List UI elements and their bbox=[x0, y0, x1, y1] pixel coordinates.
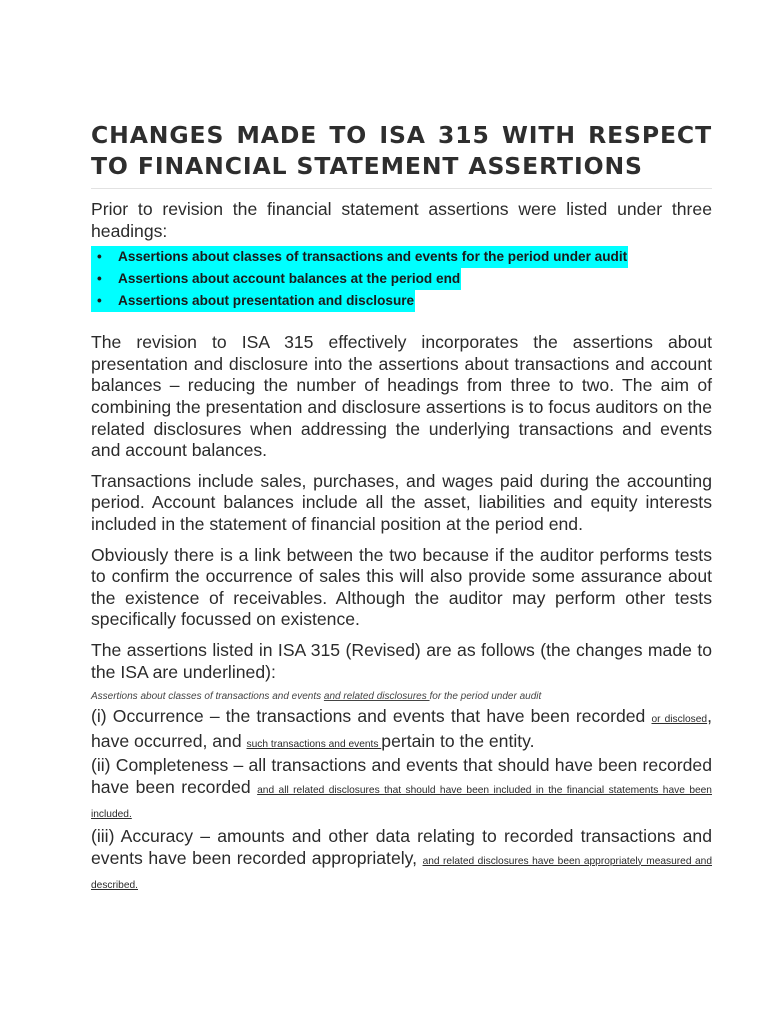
highlighted-bullet-list bbox=[91, 246, 712, 312]
bullet-glyph: • bbox=[97, 271, 102, 287]
assertion-text: (iii) Accuracy – amounts and other data relating to recorded transactions and events have been recorded appropriately, bbox=[91, 826, 712, 868]
title-divider bbox=[91, 188, 712, 189]
assertion-change-text: and all related disclosures that should have been included in the financial statements have been included. bbox=[91, 784, 712, 821]
transactions-paragraph: Transactions include sales, purchases, and wages paid during the accounting period. Account balances include all the asset, liabilities and equity interests included in the statement of financial position at the period end. bbox=[91, 470, 712, 534]
bullet-text: Assertions about account balances at the period end bbox=[118, 271, 461, 287]
caption-text: Assertions about classes of transactions and events bbox=[91, 691, 324, 703]
revision-paragraph: The revision to ISA 315 effectively incorporates the assertions about presentation and disclosure into the assertions about transactions and account balances – reducing the number of headings from three to two. The aim of combining the presentation and disclosure assertions is to focus auditors on the related disclosures when addressing the underlying transactions and events and account balances. bbox=[91, 332, 712, 461]
assertion-text: , have occurred, and bbox=[91, 706, 712, 751]
bullet-text: Assertions about presentation and disclosure bbox=[118, 293, 415, 309]
bullet-text: Assertions about classes of transactions and events for the period under audit bbox=[118, 249, 628, 265]
list-item bbox=[91, 290, 415, 312]
assertions-intro-paragraph: The assertions listed in ISA 315 (Revised) are as follows (the changes made to the ISA are underlined): bbox=[91, 639, 712, 682]
bullet-glyph: • bbox=[97, 249, 102, 265]
assertion-text: (i) Occurrence – the transactions and events that have been recorded bbox=[91, 706, 652, 727]
assertion-text: (ii) Completeness – all transactions and events that should have been recorded have been recorded bbox=[91, 755, 712, 797]
accuracy-assertion bbox=[91, 826, 712, 897]
caption-text-end: for the period under audit bbox=[429, 691, 542, 703]
assertions-caption bbox=[91, 690, 712, 704]
assertion-change-text: such transactions and events bbox=[246, 738, 382, 750]
assertion-text: pertain to the entity. bbox=[381, 730, 535, 751]
assertion-change-text: or disclosed bbox=[651, 714, 708, 726]
assertion-change-text: and related disclosures have been appropriately measured and described. bbox=[91, 855, 712, 892]
occurrence-assertion bbox=[91, 706, 712, 755]
link-paragraph: Obviously there is a link between the two because if the auditor performs tests to confirm the occurrence of sales this will also provide some assurance about the existence of receivables. Although the auditor may perform other tests specifically focussed on existence. bbox=[91, 544, 712, 630]
list-item bbox=[91, 246, 628, 268]
intro-paragraph: Prior to revision the financial statement assertions were listed under three headings: bbox=[91, 199, 712, 241]
completeness-assertion bbox=[91, 755, 712, 826]
document-page bbox=[91, 120, 712, 897]
page-title: CHANGES MADE TO ISA 315 WITH RESPECT TO FINANCIAL STATEMENT ASSERTIONS bbox=[91, 121, 712, 180]
list-item bbox=[91, 268, 461, 290]
bullet-glyph: • bbox=[97, 293, 102, 309]
caption-underlined-text: and related disclosures bbox=[323, 691, 430, 703]
